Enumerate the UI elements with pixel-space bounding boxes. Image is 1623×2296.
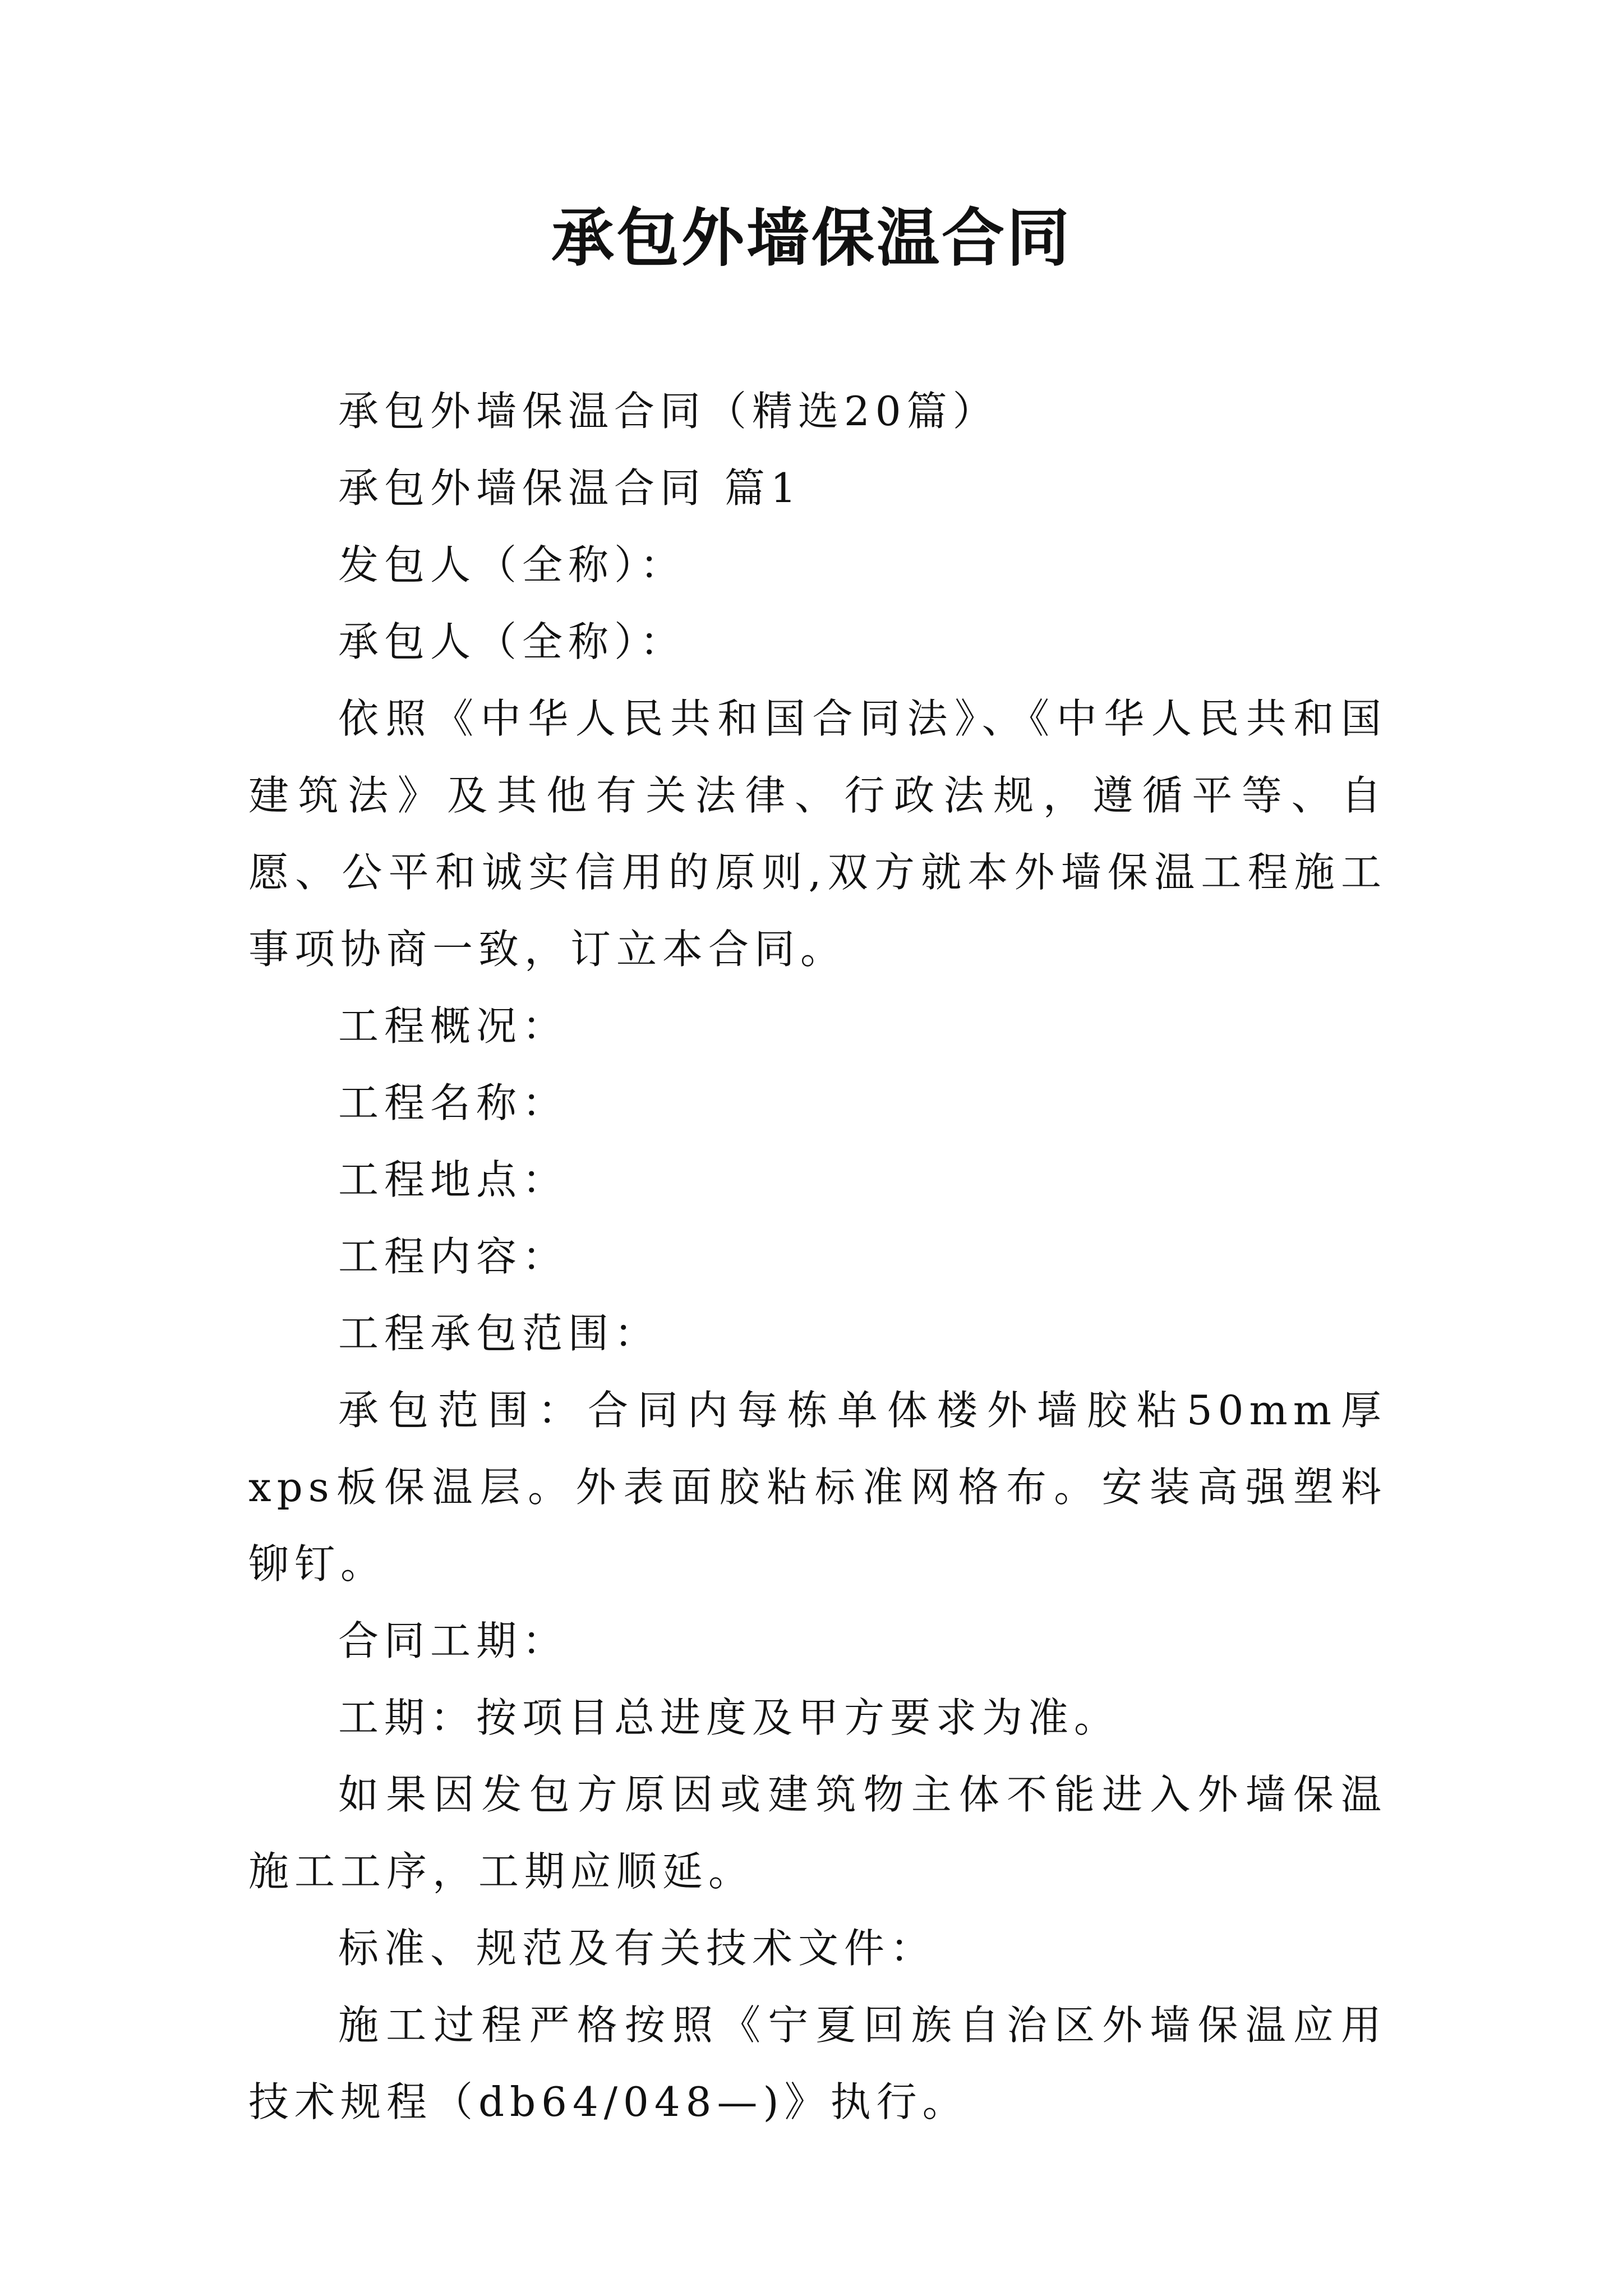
paragraph-legal-basis: 依照《中华人民共和国合同法》、《中华人民共和国建筑法》及其他有关法律、行政法规，遵循平等、自愿、公平和诚实信用的原则,双方就本外墙保温工程施工事项协商一致，订立本合同。: [248, 695, 1387, 973]
paragraph-duration: 工期：按项目总进度及甲方要求为准。: [338, 1694, 1121, 1741]
document-title: 承包外墙保温合同: [551, 201, 1072, 275]
paragraph-project-content: 工程内容：: [338, 1233, 569, 1280]
document-body: [248, 373, 1387, 2141]
paragraph-scope-heading: 工程承包范围：: [338, 1310, 661, 1357]
paragraph-project-location: 工程地点：: [338, 1156, 569, 1203]
paragraph-contractor: 承包人（全称）：: [338, 618, 686, 665]
paragraph-standards-heading: 标准、规范及有关技术文件：: [338, 1925, 937, 1972]
paragraph-project-overview: 工程概况：: [338, 1002, 569, 1050]
paragraph-employer: 发包人（全称）：: [338, 541, 686, 588]
paragraph-extension: 如果因发包方原因或建筑物主体不能进入外墙保温施工工序，工期应顺延。: [248, 1771, 1387, 1895]
paragraph-standards: 施工过程严格按照《宁夏回族自治区外墙保温应用技术规程（db64/048—)》执行。: [248, 2001, 1387, 2125]
paragraph-scope: 承包范围：合同内每栋单体楼外墙胶粘50mm厚xps板保温层。外表面胶粘标准网格布。安装高强塑料铆钉。: [248, 1387, 1387, 1588]
paragraph-duration-heading: 合同工期：: [338, 1617, 569, 1664]
paragraph-section-heading: 承包外墙保温合同 篇1: [338, 464, 802, 512]
paragraph-subtitle: 承包外墙保温合同（精选20篇）: [338, 388, 999, 435]
paragraph-project-name: 工程名称：: [338, 1079, 569, 1126]
